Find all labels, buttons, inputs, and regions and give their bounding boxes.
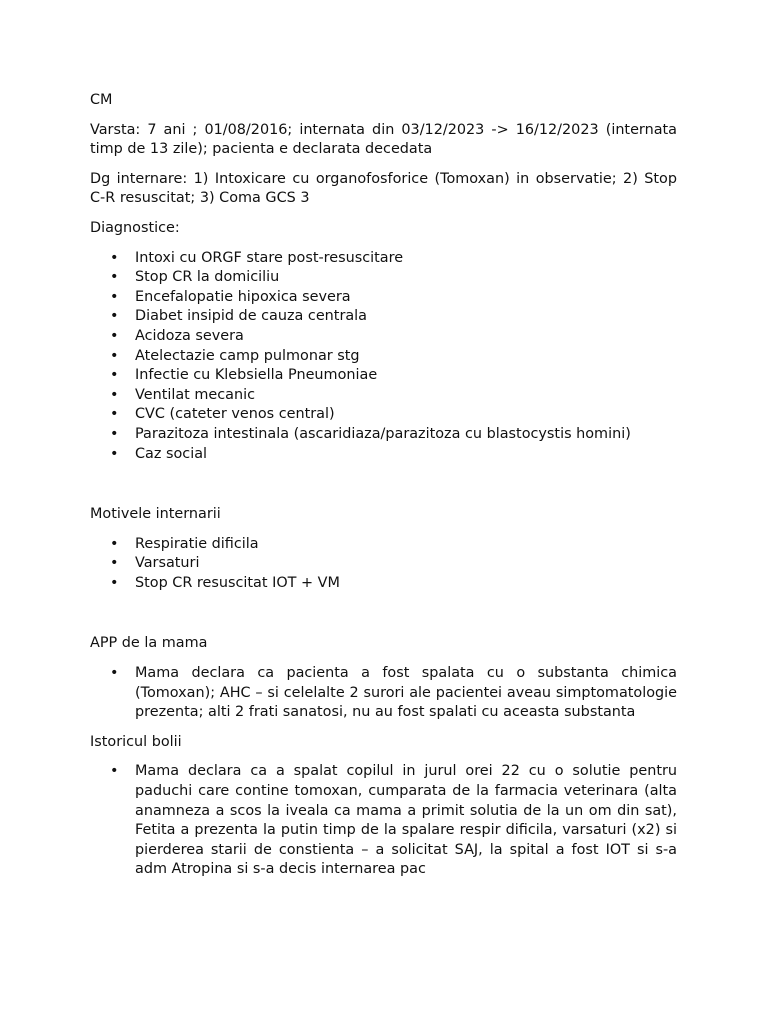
diagnosis-item: • Caz social: [90, 445, 677, 465]
history-from-mother-list: [90, 664, 677, 723]
spacer: [90, 474, 677, 505]
document-body: [90, 91, 677, 890]
diagnosis-item: • Stop CR la domiciliu: [90, 268, 677, 288]
history-from-mother-heading: APP de la mama: [90, 635, 208, 652]
diagnosis-item: • CVC (cateter venos central): [90, 405, 677, 425]
admission-diagnosis: Dg internare: 1) Intoxicare cu organofosforice (Tomoxan) in observatie; 2) Stop C-R resuscitat; 3) Coma GCS 3: [90, 170, 677, 207]
diagnosis-item: • Acidoza severa: [90, 327, 677, 347]
diagnosis-item: • Intoxi cu ORGF stare post-resuscitare: [90, 249, 677, 269]
diagnosis-item: • Parazitoza intestinala (ascaridiaza/parazitoza cu blastocystis homini): [90, 425, 677, 445]
diagnosis-item: • Infectie cu Klebsiella Pneumoniae: [90, 366, 677, 386]
admission-reason-item: • Stop CR resuscitat IOT + VM: [90, 574, 677, 594]
diagnosis-item: • Atelectazie camp pulmonar stg: [90, 347, 677, 367]
diagnoses-heading: Diagnostice:: [90, 219, 180, 236]
spacer: [90, 603, 677, 634]
disease-history-heading: Istoricul bolii: [90, 733, 182, 750]
diagnoses-list: [90, 249, 677, 465]
diagnosis-item: • Diabet insipid de cauza centrala: [90, 307, 677, 327]
admission-reason-item: • Varsaturi: [90, 554, 677, 574]
diagnosis-item: • Encefalopatie hipoxica severa: [90, 288, 677, 308]
history-from-mother-item: • Mama declara ca pacienta a fost spalata cu o substanta chimica (Tomoxan); AHC – si celelalte 2 surori ale pacientei aveau simptomatologie prezenta; alti 2 frati sanatosi, nu au fost spalati cu aceasta substanta: [90, 664, 677, 723]
admission-reasons-heading: Motivele internarii: [90, 506, 221, 523]
admission-reason-item: • Respiratie dificila: [90, 535, 677, 555]
diagnosis-item: • Ventilat mecanic: [90, 386, 677, 406]
disease-history-list: [90, 762, 677, 880]
patient-initials: CM: [90, 92, 113, 108]
disease-history-item: • Mama declara ca a spalat copilul in jurul orei 22 cu o solutie pentru paduchi care contine tomoxan, cumparata de la farmacia veterinara (alta anamneza a scos la iveala ca mama a primit solutia de la un om din sat), Fetita a prezenta la putin timp de la spalare respir dificila, varsaturi (x2) si pierderea starii de constienta – a solicitat SAJ, la spital a fost IOT si s-a adm Atropina si s-a decis internarea pac: [90, 762, 677, 880]
admission-reasons-list: [90, 535, 677, 594]
patient-age-stay: Varsta: 7 ani ; 01/08/2016; internata din 03/12/2023 -> 16/12/2023 (internata timp de 13 zile); pacienta e declarata decedata: [90, 121, 677, 158]
